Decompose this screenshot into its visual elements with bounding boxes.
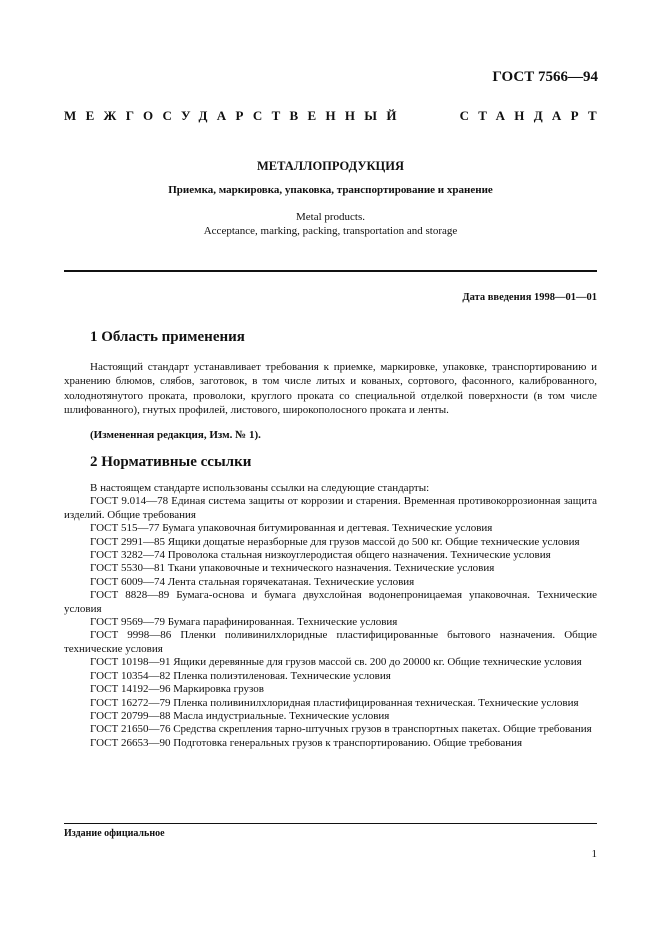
- interstate-word: МЕЖГОСУДАРСТВЕННЫЙ: [64, 108, 406, 123]
- normative-references-list: [64, 482, 597, 750]
- reference-item: ГОСТ 26653—90 Подготовка генеральных грузов к транспортированию. Общие требования: [90, 736, 523, 749]
- reference-item: ГОСТ 10354—82 Пленка полиэтиленовая. Технические условия: [90, 669, 391, 682]
- page-number: 1: [591, 848, 597, 860]
- footer-divider: [64, 823, 597, 824]
- reference-item: ГОСТ 5530—81 Ткани упаковочные и технического назначения. Технические условия: [90, 562, 495, 575]
- interstate-standard-banner: [64, 108, 606, 124]
- reference-item: ГОСТ 20799—88 Масла индустриальные. Технические условия: [90, 709, 390, 722]
- section-2-heading: 2 Нормативные ссылки: [90, 454, 252, 470]
- header-divider: [64, 270, 597, 272]
- document-title: МЕТАЛЛОПРОДУКЦИЯ: [256, 159, 405, 173]
- references-intro: В настоящем стандарте использованы ссылки на следующие стандарты:: [90, 482, 430, 494]
- introduction-date: Дата введения 1998—01—01: [462, 292, 597, 303]
- section-1-text: Настоящий стандарт устанавливает требования к приемке, маркировке, упаковке, транспортированию и хранению блюмов, слябов, заготовок, в том числе литых и кованых, сортового, фасонного, калиброванного, холоднотянутого проката, проволоки, круглого проката со специальной отделкой поверхности (в том числе шлифованного), гнутых профилей, листового, широкополосного проката и ленты.: [64, 361, 597, 417]
- english-title-line1: Metal products.: [295, 211, 366, 223]
- reference-item: ГОСТ 9.014—78 Единая система защиты от коррозии и старения. Временная противокоррозионная защита изделий. Общие требования: [64, 495, 597, 521]
- reference-item: ГОСТ 10198—91 Ящики деревянные для грузов массой св. 200 до 20000 кг. Общие технические условия: [90, 656, 582, 669]
- english-title-line2: Acceptance, marking, packing, transportation and storage: [203, 225, 458, 237]
- standard-code: ГОСТ 7566—94: [492, 69, 598, 85]
- reference-item: ГОСТ 9569—79 Бумага парафинированная. Технические условия: [90, 616, 398, 629]
- standard-word: СТАНДАРТ: [459, 108, 606, 123]
- reference-item: ГОСТ 21650—76 Средства скрепления тарно-штучных грузов в транспортных пакетах. Общие требования: [90, 723, 592, 736]
- amendment-note: (Измененная редакция, Изм. № 1).: [90, 429, 261, 441]
- reference-item: ГОСТ 14192—96 Маркировка грузов: [90, 683, 264, 696]
- reference-item: ГОСТ 16272—79 Пленка поливинилхлоридная пластифицированная техническая. Технические условия: [90, 696, 579, 709]
- reference-item: ГОСТ 2991—85 Ящики дощатые неразборные для грузов массой до 500 кг. Общие технические условия: [90, 535, 580, 548]
- reference-item: ГОСТ 515—77 Бумага упаковочная битумированная и дегтевая. Технические условия: [90, 522, 493, 535]
- reference-item: ГОСТ 3282—74 Проволока стальная низкоуглеродистая общего назначения. Технические условия: [90, 549, 551, 562]
- document-subtitle: Приемка, маркировка, упаковка, транспортирование и хранение: [168, 184, 493, 196]
- official-edition-label: Издание официальное: [64, 828, 165, 839]
- section-1-heading: 1 Область применения: [90, 329, 245, 345]
- reference-item: ГОСТ 9998—86 Пленки поливинилхлоридные пластифицированные бытового назначения. Общие технические условия: [64, 629, 597, 655]
- reference-item: ГОСТ 6009—74 Лента стальная горячекатаная. Технические условия: [90, 575, 415, 588]
- reference-item: ГОСТ 8828—89 Бумага-основа и бумага двухслойная водонепроницаемая упаковочная. Технические условия: [64, 589, 597, 615]
